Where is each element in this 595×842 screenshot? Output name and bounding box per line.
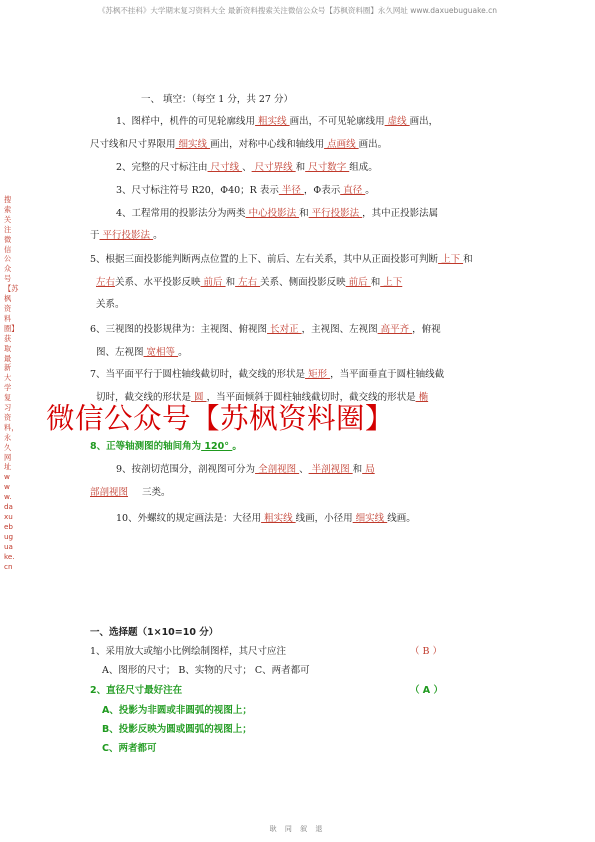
choice-q2-option-a: A、投影为非圆或非圆弧的视图上； (102, 705, 252, 716)
choice-section-heading: 一、选择题（1×10=10 分） (90, 627, 219, 638)
question-9-line-1 (116, 461, 375, 475)
choice-q1-stem: 1、采用放大或缩小比例绘制图样，其尺寸应注 (90, 646, 287, 657)
q7-text-1: 7、当平面平行于圆柱轴线截切时，截交线的形状是 (90, 369, 306, 380)
q7-answer-1: 矩形 (305, 369, 331, 380)
question-5-line-3: 关系。 (96, 299, 125, 310)
q3-answer-2: 直径 (340, 185, 366, 196)
question-9-line-2 (90, 484, 171, 498)
q4-text-5: 。 (153, 230, 163, 241)
q3-text-2: ，Φ表示 (303, 185, 341, 196)
q5-text-5: 关系、侧面投影反映 (260, 277, 346, 288)
q10-text-2: 线画，小径用 (295, 513, 353, 524)
question-4-line-1 (116, 205, 438, 219)
question-1-line-1 (116, 113, 438, 127)
q9-answer-1: 全剖视图 (255, 464, 300, 475)
q6-text-5: 。 (178, 347, 188, 358)
q8-text-1: 8、正等轴测图的轴间角为 (90, 441, 202, 452)
q2-answer-3: 尺寸数字 (305, 162, 350, 173)
q5-text-3: 关系、水平投影反映 (115, 277, 201, 288)
q2-text-2: 、 (242, 162, 252, 173)
q5-answer-6: 上下 (380, 277, 403, 288)
question-7-line-1 (90, 366, 444, 380)
q9-answer-3: 局 (362, 464, 375, 475)
page-header: 《苏枫不挂科》大学期末复习资料大全 最新资料搜索关注微信公众号【苏枫资料圈】永久网址 www.daxuebuguake.cn (97, 6, 498, 15)
question-1-line-2 (90, 136, 387, 150)
q4-text-4: 于 (90, 230, 100, 241)
q4-answer-3: 平行投影法 (99, 230, 154, 241)
q2-answer-1: 尺寸线 (207, 162, 243, 173)
q6-answer-1: 长对正 (267, 324, 302, 335)
q5-text-1: 5、根据三面投影能判断两点位置的上下、前后、左右关系，其中从正面投影可判断 (90, 254, 439, 265)
q1-answer-3: 细实线 (175, 139, 211, 150)
q7-text-3: 切时，截交线的形状是 (96, 392, 192, 403)
choice-q2-option-b: B、投影反映为圆或圆弧的视图上； (102, 724, 252, 735)
q4-text-1: 4、工程常用的投影法分为两类 (116, 208, 246, 219)
choice-q1-answer: （ B ） (410, 646, 443, 657)
q7-answer-3: 椭 (415, 392, 429, 403)
question-6-line-1 (90, 321, 441, 335)
q7-text-4: ，当平面倾斜于圆柱轴线截切时，截交线的形状是 (206, 392, 416, 403)
q3-text-3: 。 (365, 185, 375, 196)
q2-text-1: 2、完整的尺寸标注由 (116, 162, 208, 173)
q10-answer-1: 粗实线 (261, 513, 296, 524)
q1-text-5: 画出，对称中心线和轴线用 (210, 139, 325, 150)
fill-section-heading: 一、 填空：（每空 1 分，共 27 分） (141, 94, 293, 105)
choice-q2-answer: （ A ） (410, 685, 443, 696)
side-watermark: 搜索关注微信公众号【苏枫资料圈】获取最新大学复习资料，永久网址www.daxuebuguake.cn (4, 195, 19, 571)
q1-answer-2: 虚线 (384, 116, 410, 127)
q1-text-2: 画出，不可见轮廓线用 (289, 116, 385, 127)
q3-answer-1: 半径 (278, 185, 304, 196)
q6-text-2: ，主视图、左视图 (301, 324, 378, 335)
q6-text-1: 6、三视图的投影规律为：主视图、俯视图 (90, 324, 268, 335)
q5-answer-2: 左右 (96, 277, 116, 288)
q5-answer-1: 上下 (438, 254, 464, 265)
q8-text-2: 。 (232, 441, 242, 452)
q10-text-3: 线画。 (387, 513, 416, 524)
choice-q2-option-c: C、两者都可 (102, 743, 157, 754)
question-2 (116, 159, 378, 173)
q10-text-1: 10、外螺纹的规定画法是：大径用 (116, 513, 262, 524)
q1-text-6: 画出。 (358, 139, 388, 150)
q1-answer-1: 粗实线 (255, 116, 290, 127)
q9-text-2: 、 (299, 464, 309, 475)
q4-text-2: 和 (299, 208, 309, 219)
q10-answer-2: 细实线 (352, 513, 388, 524)
q5-text-6: 和 (370, 277, 381, 288)
question-6-line-2 (96, 344, 188, 358)
q7-text-2: ，当平面垂直于圆柱轴线截 (330, 369, 445, 380)
choice-q1-options: A、图形的尺寸； B、实物的尺寸； C、两者都可 (102, 665, 310, 676)
question-10 (116, 510, 416, 524)
question-5-line-2 (96, 274, 402, 288)
q1-text-4: 尺寸线和尺寸界限用 (90, 139, 176, 150)
q9-text-1: 9、按剖切范围分，剖视图可分为 (116, 464, 256, 475)
q1-answer-4: 点画线 (324, 139, 359, 150)
q4-answer-1: 中心投影法 (245, 208, 300, 219)
q2-answer-2: 尺寸界线 (251, 162, 296, 173)
question-8 (90, 438, 242, 452)
page-footer: 耿 同 叙 退 (269, 825, 326, 833)
q6-answer-2: 高平齐 (377, 324, 413, 335)
q1-text-1: 1、图样中，机件的可见轮廓线用 (116, 116, 256, 127)
q6-answer-3: 宽相等 (143, 347, 179, 358)
q9-answer-2: 半剖视图 (308, 464, 353, 475)
q1-text-3: 画出， (409, 116, 439, 127)
q7-answer-2: 圆 (191, 392, 207, 403)
question-5-line-1 (90, 251, 473, 265)
q8-answer-1: 120° (201, 441, 233, 452)
question-3 (116, 182, 375, 196)
question-4-line-2 (90, 227, 163, 241)
q9-text-5: 三类。 (142, 487, 171, 498)
q5-text-2: 和 (463, 254, 473, 265)
q2-text-3: 和 (295, 162, 306, 173)
q6-text-4: 图、左视图 (96, 347, 144, 358)
q6-text-3: ，俯视 (412, 324, 441, 335)
q3-text-1: 3、尺寸标注符号 R20，Φ40；R 表示 (116, 185, 279, 196)
q9-answer-3b: 部剖视图 (90, 487, 129, 498)
q2-text-4: 组成。 (349, 162, 378, 173)
choice-q2-stem: 2、直径尺寸最好注在 (90, 685, 183, 696)
q4-answer-2: 平行投影法 (308, 208, 363, 219)
q5-answer-3: 前后 (200, 277, 226, 288)
q5-answer-5: 前后 (345, 277, 371, 288)
q4-text-3: ，其中正投影法属 (362, 208, 439, 219)
watermark-banner: 微信公众号【苏枫资料圈】 (46, 402, 395, 435)
q5-answer-4: 左右 (235, 277, 261, 288)
q9-text-3: 和 (352, 464, 363, 475)
q5-text-4: 和 (225, 277, 236, 288)
